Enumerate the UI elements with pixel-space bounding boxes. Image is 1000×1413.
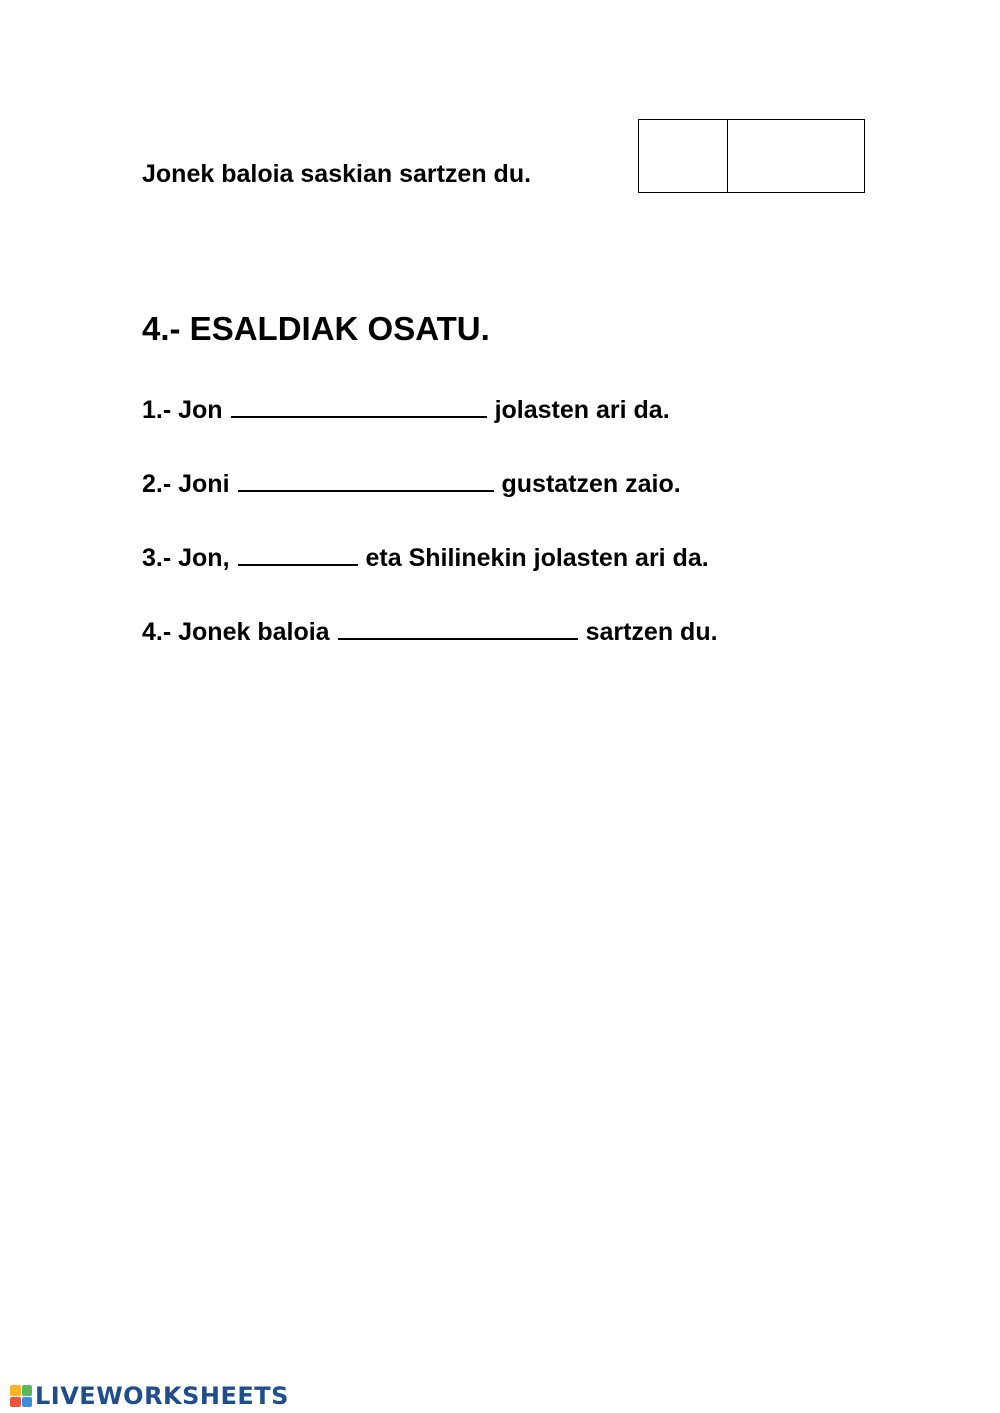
sentence-3-blank[interactable] [238,542,358,566]
sentence-2 [142,468,681,499]
sentence-4-prefix: 4.- Jonek baloia [142,618,330,646]
logo-square [22,1397,33,1408]
logo-mark-icon [10,1385,32,1407]
logo-square [22,1385,33,1396]
logo-square [10,1397,21,1408]
sentence-1-blank[interactable] [231,394,487,418]
answer-box[interactable] [638,119,865,193]
sentence-3 [142,542,709,573]
sentence-4-suffix: sartzen du. [585,618,718,646]
sentence-1-prefix: 1.- Jon [142,396,223,424]
sentence-1-suffix: jolasten ari da. [494,396,670,424]
sentence-2-prefix: 2.- Joni [142,470,230,498]
sentence-4-blank[interactable] [338,616,578,640]
logo-text: LIVEWORKSHEETS [35,1382,289,1410]
sentence-4 [142,616,718,647]
sentence-3-suffix: eta Shilinekin jolasten ari da. [365,544,709,572]
answer-cell-left[interactable] [639,120,728,192]
sentence-3-prefix: 3.- Jon, [142,544,230,572]
liveworksheets-logo [10,1382,289,1410]
answer-cell-right[interactable] [728,120,864,192]
logo-square [10,1385,21,1396]
sentence-2-suffix: gustatzen zaio. [501,470,681,498]
section-title: 4.- ESALDIAK OSATU. [142,310,490,347]
sentence-2-blank[interactable] [238,468,494,492]
previous-sentence: Jonek baloia saskian sartzen du. [142,160,532,188]
sentence-1 [142,394,670,425]
